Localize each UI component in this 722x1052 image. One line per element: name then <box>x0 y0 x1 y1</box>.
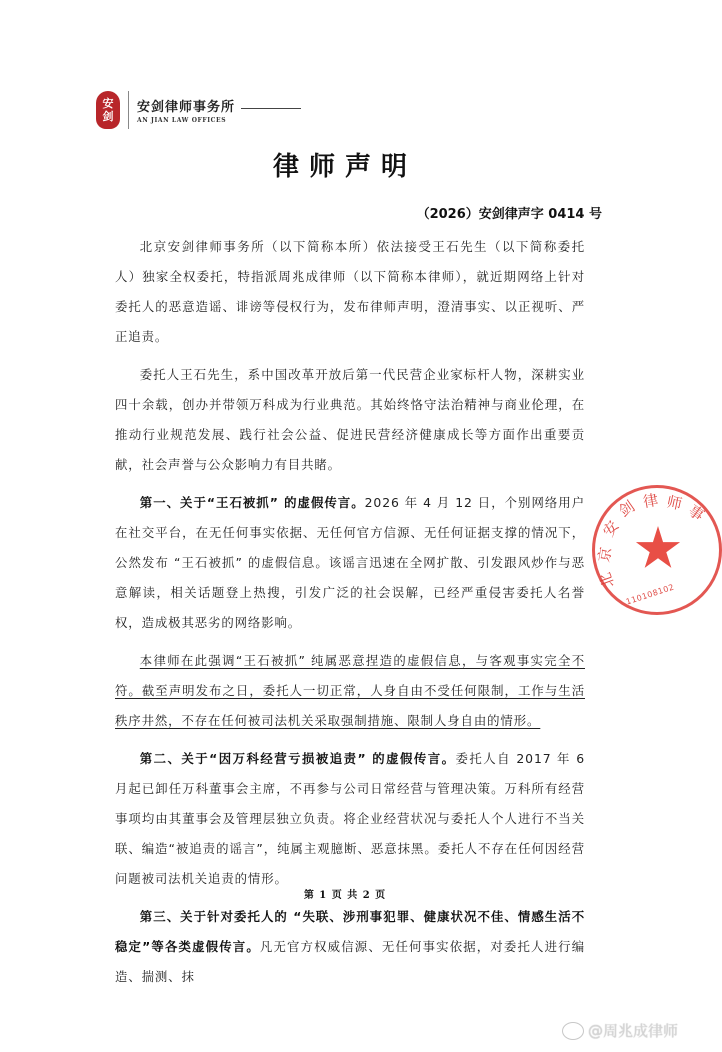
document-body <box>115 232 585 1000</box>
seal-char: 安 <box>599 517 623 541</box>
page-indicator: 第 1 页 共 2 页 <box>303 890 387 901</box>
letterhead <box>96 90 301 130</box>
letterhead-rule <box>241 108 301 109</box>
firm-name-en: AN JIAN LAW OFFICES <box>137 117 227 124</box>
section-heading-3: 第三、关于针对委托人的 “失联、涉刑事犯罪、健康状况不佳、情感生活不稳定”等各类虚假传言。 <box>115 909 585 954</box>
seal-star-icon <box>635 526 681 572</box>
logo-glyph-bottom: 剑 <box>102 110 114 123</box>
firm-name-cn: 安剑律师事务所 <box>137 100 236 115</box>
firm-name-block <box>137 96 301 124</box>
logo-glyph-top: 安 <box>102 97 114 110</box>
seal-code: 110108102 <box>624 582 676 607</box>
weibo-icon <box>562 1022 584 1040</box>
section-body-2: 委托人自 2017 年 6 月起已卸任万科董事会主席，不再参与公司日常经营与管理决策。万科所有经营事项均由其董事会及管理层独立负责。将企业经营状况与委托人个人进行不当关联、编造“被追责的谣言”，纯属主观臆断、恶意抹黑。委托人不存在任何因经营问题被司法机关追责的情形。 <box>115 751 586 886</box>
section-heading-1: 第一、关于“王石被抓” 的虚假传言。 <box>139 495 365 510</box>
paragraph-rumor-1 <box>115 488 585 638</box>
paragraph-client-background: 委托人王石先生，系中国改革开放后第一代民营企业家标杆人物，深耕实业四十余载，创办并带领万科成为行业典范。其始终恪守法治精神与商业伦理，在推动行业规范发展、践行社会公益、促进民营经济健康成长等方面作出重要贡献，社会声誉与公众影响力有目共睹。 <box>115 367 585 472</box>
seal-char: 北 <box>595 570 619 591</box>
seal-char: 剑 <box>615 497 639 521</box>
document-number: （2026）安剑律声字 0414 号 <box>416 207 602 222</box>
letterhead-divider <box>128 91 129 129</box>
seal-char: 事 <box>684 501 708 525</box>
section-body-1: 2026 年 4 月 12 日，个别网络用户在社交平台，在无任何事实依据、无任何官方信源、无任何证据支撑的情况下，公然发布 “王石被抓” 的虚假信息。该谣言迅速在全网扩散、引发跟风炒作与恶意解读，相关话题登上热搜，引发广泛的社会误解，已经严重侵害委托人名誉权，造成极其恶劣的网络影响。 <box>115 495 585 630</box>
firm-logo-icon <box>96 91 120 129</box>
seal-char: 师 <box>665 492 684 514</box>
seal-char: 京 <box>594 545 616 564</box>
paragraph-emphasis <box>115 646 585 736</box>
watermark-text: @周兆成律师 <box>587 1022 678 1040</box>
paragraph-rumor-3 <box>115 902 585 992</box>
official-seal <box>592 485 722 615</box>
section-heading-2: 第二、关于“因万科经营亏损被追责” 的虚假传言。 <box>139 751 456 766</box>
paragraph-rumor-2 <box>115 744 585 894</box>
underlined-statement: 本律师在此强调“王石被抓” 纯属恶意捏造的虚假信息，与客观事实完全不符。截至声明发布之日，委托人一切正常，人身自由不受任何限制，工作与生活秩序井然，不存在任何被司法机关采取强制措施、限制人身自由的情形。 <box>115 653 585 728</box>
weibo-watermark <box>562 1020 678 1041</box>
document-title: 律师声明 <box>272 152 417 182</box>
section-body-3: 凡无官方权威信源、无任何事实依据，对委托人进行编造、揣测、抹 <box>115 939 585 984</box>
paragraph-intro: 北京安剑律师事务所（以下简称本所）依法接受王石先生（以下简称委托人）独家全权委托，特指派周兆成律师（以下简称本律师），就近期网络上针对委托人的恶意造谣、诽谤等侵权行为，发布律师声明，澄清事实、以正视听、严正追责。 <box>115 239 585 344</box>
seal-char: 律 <box>641 490 660 512</box>
